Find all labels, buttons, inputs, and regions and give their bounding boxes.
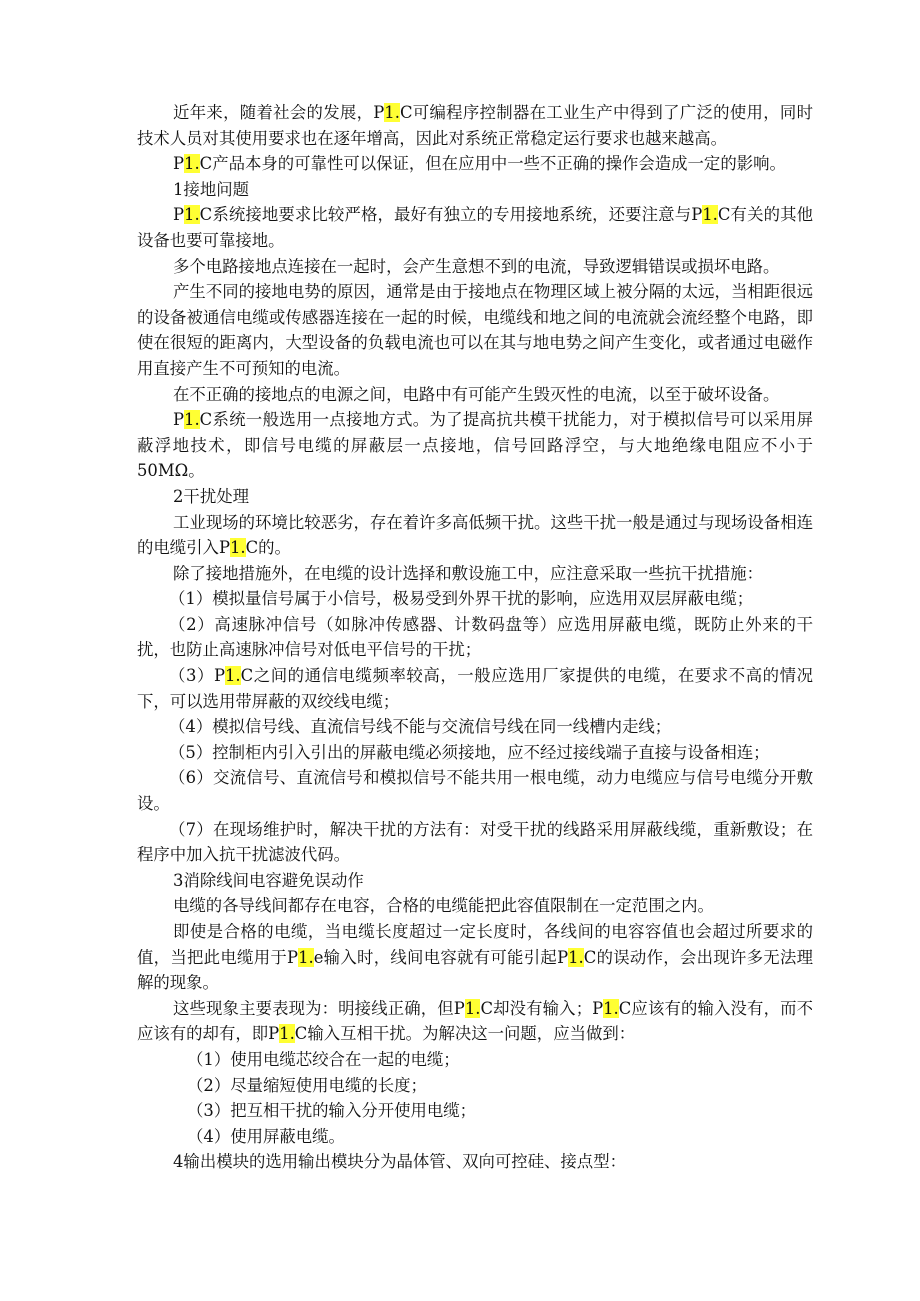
section-heading: 3消除线间电容避免误动作 (173, 870, 364, 890)
paragraph: P1.C系统一般选用一点接地方式。为了提高抗共模干扰能力，对于模拟信号可以采用屏蔽浮地技术，即信号电缆的屏蔽层一点接地，信号回路浮空，与大地绝缘电阻应不小于50MΩ。 (137, 410, 813, 481)
paragraph: 电缆的各导线间都存在电容，合格的电缆能把此容值限制在一定范围之内。 (173, 896, 714, 916)
list-item: （4）使用屏蔽电缆。 (187, 1126, 345, 1146)
numbered-list (137, 1047, 813, 1149)
highlight-mark: 1. (568, 947, 584, 967)
list-item: （4）模拟信号线、直流信号线不能与交流信号线在同一线槽内走线； (169, 717, 672, 737)
highlight-mark: 1. (184, 410, 200, 430)
highlight-mark: 1. (184, 205, 200, 225)
highlight-mark: 1. (298, 947, 314, 967)
paragraph: P1.C产品本身的可靠性可以保证，但在应用中一些不正确的操作会造成一定的影响。 (173, 154, 786, 174)
list-item: （1）模拟量信号属于小信号，极易受到外界干扰的影响，应选用双层屏蔽电缆； (169, 589, 754, 609)
highlight-mark: 1. (224, 666, 241, 686)
list-item: （3）P1.C之间的通信电缆频率较高，一般应选用厂家提供的电缆，在要求不高的情况下，可以选用带屏蔽的双绞线电缆； (137, 666, 813, 711)
paragraph: 产生不同的接地电势的原因，通常是由于接地点在物理区域上被分隔的太远，当相距很远的设备被通信电缆或传感器连接在一起的时候，电缆线和地之间的电流就会流经整个电路，即使在很短的距离内，大型设备的负载电流也可以在其与地电势之间产生变化，或者通过电磁作用直接产生不可预知的电流。 (137, 282, 813, 378)
list-item: （5）控制柜内引入引出的屏蔽电缆必须接地，应不经过接线端子直接与设备相连； (169, 742, 770, 762)
paragraph: 近年来，随着社会的发展，P1.C可编程序控制器在工业生产中得到了广泛的使用，同时技术人员对其使用要求也在逐年增高，因此对系统正常稳定运行要求也越来越高。 (137, 103, 813, 148)
paragraph: P1.C系统接地要求比较严格，最好有独立的专用接地系统，还要注意与P1.C有关的其他设备也要可靠接地。 (137, 205, 813, 250)
document-page (137, 100, 813, 1175)
highlight-mark: 1. (279, 1024, 295, 1044)
paragraph: 工业现场的环境比较恶劣，存在着许多高低频干扰。这些干扰一般是通过与现场设备相连的电缆引入P1.C的。 (137, 512, 813, 558)
highlight-mark: 1. (603, 998, 619, 1018)
paragraph: 即使是合格的电缆，当电缆长度超过一定长度时，各线间的电容容值也会超过所要求的值，当把此电缆用于P1.e输入时，线间电容就有可能引起P1.C的误动作，会出现许多无法理解的现象。 (137, 922, 814, 993)
list-item: （6）交流信号、直流信号和模拟信号不能共用一根电缆，动力电缆应与信号电缆分开敷设。 (137, 768, 813, 814)
list-item: （2）尽量缩短使用电缆的长度； (187, 1075, 427, 1095)
highlight-mark: 1. (184, 154, 200, 174)
paragraph: 在不正确的接地点的电源之间，电路中有可能产生毁灭性的电流，以至于破坏设备。 (173, 384, 780, 404)
list-item: （2）高速脉冲信号（如脉冲传感器、计数码盘等）应选用屏蔽电缆，既防止外来的干扰，也防止高速脉冲信号对低电平信号的干扰； (137, 614, 813, 660)
section-heading: 1接地问题 (173, 179, 249, 199)
list-item: （7）在现场维护时，解决干扰的方法有：对受干扰的线路采用屏蔽线缆，重新敷设；在程序中加入抗干扰滤波代码。 (137, 819, 813, 865)
highlight-mark: 1. (229, 538, 246, 558)
list-item: （1）使用电缆芯绞合在一起的电缆； (187, 1049, 460, 1069)
highlight-mark: 1. (384, 103, 400, 122)
paragraph: 多个电路接地点连接在一起时，会产生意想不到的电流，导致逻辑错误或损坏电路。 (173, 256, 780, 276)
section-heading: 4输出模块的选用输出模块分为晶体管、双向可控硅、接点型： (173, 1152, 626, 1172)
paragraph: 这些现象主要表现为：明接线正确，但P1.C却没有输入；P1.C应该有的输入没有，而不应该有的却有，即P1.C输入互相干扰。为解决这一问题，应当做到： (137, 998, 813, 1044)
paragraph: 除了接地措施外，在电缆的设计选择和敷设施工中，应注意采取一些抗干扰措施： (173, 563, 764, 583)
highlight-mark: 1. (464, 998, 481, 1018)
list-item: （3）把互相干扰的输入分开使用电缆； (187, 1101, 477, 1121)
section-heading: 2干扰处理 (173, 486, 249, 506)
highlight-mark: 1. (702, 205, 718, 225)
